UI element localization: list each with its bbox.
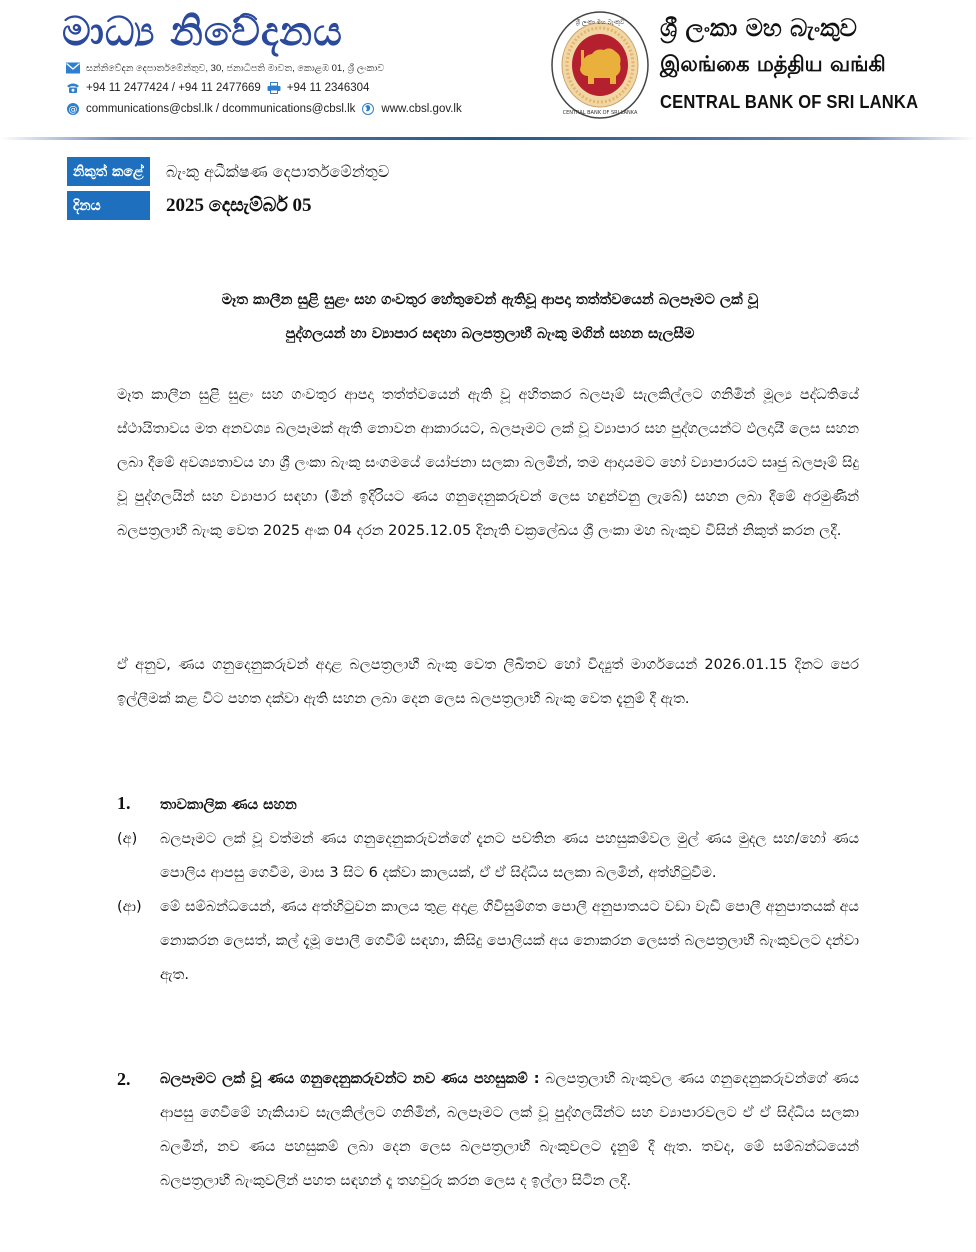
globe-icon [361,103,375,115]
section-1-heading [117,788,859,822]
svg-text:CENTRAL BANK OF SRI LANKA: CENTRAL BANK OF SRI LANKA [562,110,638,116]
date-row [67,191,312,220]
sub-item-marker: (ආ) [117,899,142,915]
body-paragraph-2: ඒ අනුව, ණය ගනුදෙනුකරුවන් අදාළ බලපත්‍රලාභී බැංකු වෙත ලිඛිතව හෝ විද්‍යුත් මාර්ගයෙන් 2026.01.15 දිනට පෙර ඉල්ලීමක් කළ විට පහත දක්වා ඇති සහන ලබා දෙන ලෙස බලපත්‍රලාභී බැංකු වෙත දැනුම් දී ඇත. [117,657,859,707]
section-number: 1. [117,793,131,813]
email-addresses[interactable]: communications@cbsl.lk / dcommunications@cbsl.lk [86,103,356,115]
address-text: සන්නිවේදන දෙපාර්තමේන්තුව, 30, ජනාධිපති මාවත, කොළඹ 01, ශ්‍රී ලංකාව [86,62,385,74]
svg-text:@: @ [68,105,78,115]
title-line-1: මෑත කාලීන සුළි සුළං සහ ගංවතුර හේතුවෙන් ඇතිවූ ආපදා තත්ත්වයෙන් බලපෑමට ලක් වූ [221,292,759,308]
media-release-title: මාධ්‍ය නිවේදනය [62,9,343,55]
website-link[interactable]: www.cbsl.gov.lk [381,103,462,115]
fax-printer-icon [267,82,281,94]
letterhead [0,0,976,140]
phone-numbers: +94 11 2477424 / +94 11 2477669 [86,82,261,94]
sub-item-text: මේ සම්බන්ධයෙන්, ණය අත්හිටුවන කාලය තුළ අදාළ ගිවිසුම්ගත පොලී අනුපාතයට වඩා වැඩි පොලී අනුපාතයක් අය නොකරන ලෙසත්, කල් දැමූ පොලී ගෙවීම් සඳහා, කිසිදු පොලියක් අය නොකරන ලෙසත් බලපත්‍රලාභී බැංකුවලට දන්වා ඇත. [160,899,859,983]
sub-item-marker: (අ) [117,831,138,847]
sub-item-aa [117,890,859,992]
section-2-body [160,1062,859,1198]
bank-name-sinhala: ශ්‍රී ලංකා මහ බැංකුව [660,14,857,42]
issued-by-row [67,157,389,186]
section-title: බලපෑමට ලක් වූ ණය ගනුදෙනුකරුවන්ට නව ණය පහසුකම් : [160,1071,540,1087]
section-text: බලපත්‍රලාභී බැංකුවල ණය ගනුදෙනුකරුවන්ගේ ණය ආපසු ගෙවීමේ හැකියාව සැලකිල්ලට ගනිමින්, බලපෑමට ලක් වූ පුද්ගලයින්ට සහ ව්‍යාපාරවලට ඒ ඒ සිද්ධිය සලකා බලමින්, නව ණය පහසුකම් ලබා දෙන ලෙස බලපත්‍රලාභී බැංකුවලට දැනුම් දී ඇත. තවද, මේ සම්බන්ධයෙන් බලපත්‍රලාභී බැංකුවලින් පහත සඳහන් දෑ තහවුරු කරන ලෙස ද ඉල්ලා සිටින ලදී. [160,1071,860,1189]
body-paragraph-1: මෑත කාලීන සුළි සුළං සහ ගංවතුර ආපදා තත්ත්වයෙන් ඇති වූ අහිතකර බලපෑම් සැලකිල්ලට ගනිමින් මූල්‍ය පද්ධතියේ ස්ථායිතාවය මත අනවශ්‍ය බලපෑමක් ඇති නොවන ආකාරයට, බලපෑමට ලක් වූ ව්‍යාපාර සහ පුද්ගලයන්ට ඵලදායී ලෙස සහන ලබා දීමේ අවශ්‍යතාවය හා ශ්‍රී ලංකා බැංකු සංගමයේ යෝජනා සලකා බලමින්, තම ආදායමට හෝ ව්‍යාපාරයට සෘජු බලපෑම් සිදු වූ පුද්ගලයින් සහ ව්‍යාපාර සඳහා (මින් ඉදිරියට ණය ගනුදෙනුකරුවන් ලෙස හඳුන්වනු ලැබේ) සහන ලබා දීමේ අරමුණින් බලපත්‍රලාභී බැංකු වෙත 2025 අංක 04 දරන 2025.12.05 දිනැති චක්‍රලේඛය ශ්‍රී ලංකා මහ බැංකුව විසින් නිකුත් කරන ලදී. [117,387,859,539]
bank-name-tamil: இலங்கை மத்திய வங்கி [660,52,886,76]
date-label: දිනය [67,191,150,220]
svg-text:ශ්‍රී ලංකා මහ බැංකුව: ශ්‍රී ලංකා මහ බැංකුව [575,19,625,26]
envelope-icon [66,62,80,74]
address-line [66,59,384,77]
bank-name-english: CENTRAL BANK OF SRI LANKA [660,92,919,112]
issued-by-label: නිකුත් කළේ [67,157,150,186]
section-2-row [117,1062,859,1198]
telephone-icon [66,82,80,94]
section-number: 2. [117,1069,131,1089]
header-divider [0,137,976,140]
document-title [100,283,880,351]
fax-number: +94 11 2346304 [286,82,370,94]
section-1 [117,788,859,992]
issued-by-value: බැංකු අධීක්ෂණ දෙපාර්තමේන්තුව [166,161,390,181]
date-value: 2025 දෙසැම්බර් 05 [166,194,312,216]
title-line-2: පුද්ගලයන් හා ව්‍යාපාර සඳහා බලපත්‍රලාභී බැංකු මගින් සහන සැලසීම [285,326,695,342]
email-line [66,100,462,118]
sub-item-text: බලපෑමට ලක් වූ වත්මන් ණය ගනුදෙනුකරුවන්ගේ දැනට පවතින ණය පහසුකම්වල මුල් ණය මුදල සහ/හෝ ණය පොලිය ආපසු ගෙවීම, මාස 3 සිට 6 දක්වා කාලයක්, ඒ ඒ සිද්ධිය සලකා බලමින්, අත්හිටුවීම. [160,831,859,881]
at-sign-icon [66,103,80,115]
central-bank-seal-logo [550,10,650,120]
section-title: තාවකාලික ණය සහන [160,797,297,813]
section-2 [117,1062,859,1198]
phone-line [66,79,369,97]
sub-item-a [117,822,859,890]
